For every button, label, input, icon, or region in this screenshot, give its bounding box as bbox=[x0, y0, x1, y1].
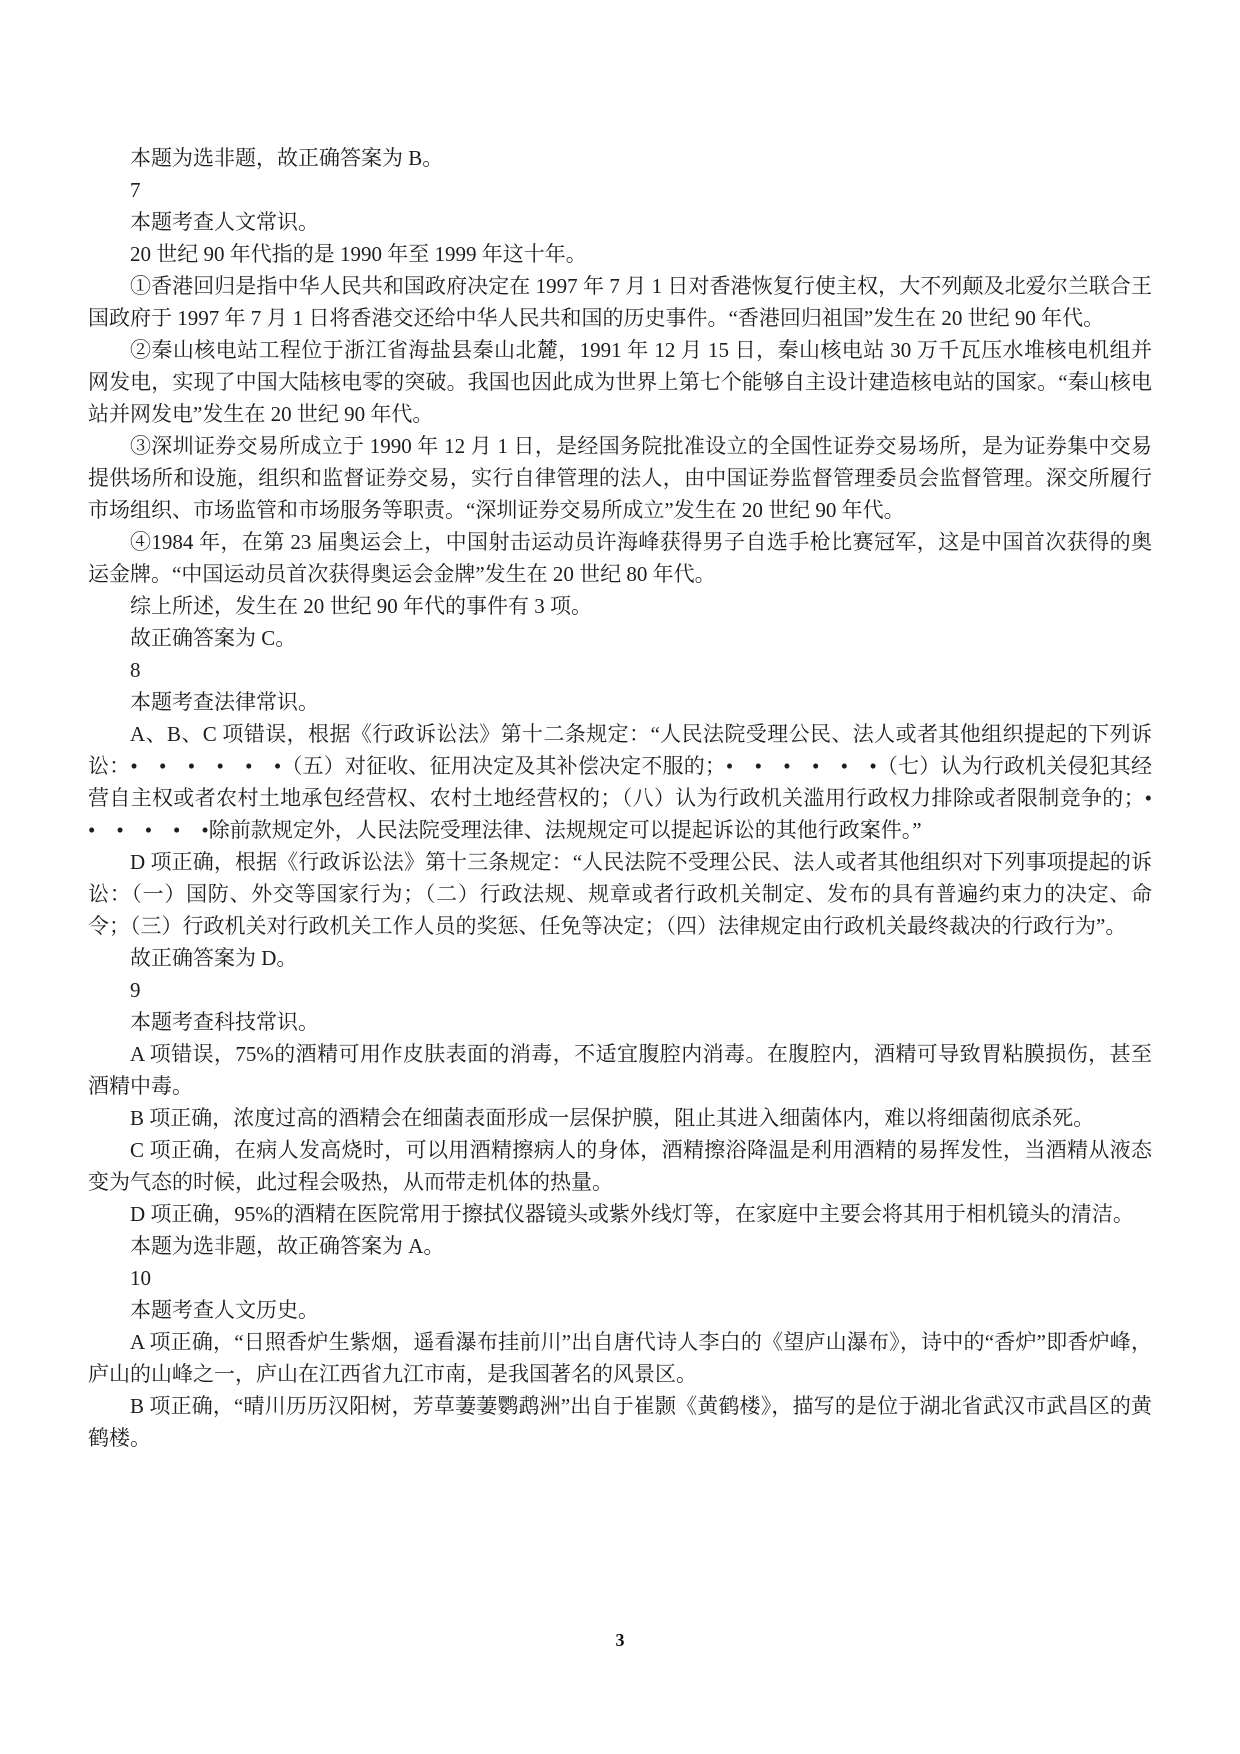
paragraph-item-3: ③深圳证券交易所成立于 1990 年 12 月 1 日，是经国务院批准设立的全国性证券交易场所，是为证券集中交易提供场所和设施，组织和监督证券交易，实行自律管理的法人，由中国证券监督管理委员会监督管理。深交所履行市场组织、市场监管和市场服务等职责。“深圳证券交易所成立”发生在 20 世纪 90 年代。 bbox=[88, 434, 1152, 522]
document-body bbox=[88, 142, 1173, 1454]
paragraph-item-4: ④1984 年，在第 23 届奥运会上，中国射击运动员许海峰获得男子自选手枪比赛冠军，这是中国首次获得的奥运金牌。“中国运动员首次获得奥运会金牌”发生在 20 世纪 80 年代。 bbox=[88, 530, 1152, 586]
question-number-10: 10 bbox=[130, 1266, 151, 1290]
paragraph-item-1: ①香港回归是指中华人民共和国政府决定在 1997 年 7 月 1 日对香港恢复行使主权，大不列颠及北爱尔兰联合王国政府于 1997 年 7 月 1 日将香港交还给中华人民共和国的历史事件。“香港回归祖国”发生在 20 世纪 90 年代。 bbox=[88, 274, 1152, 330]
answer-conclusion-q7: 故正确答案为 C。 bbox=[130, 626, 297, 650]
paragraph-option-d-q8: D 项正确，根据《行政诉讼法》第十三条规定：“人民法院不受理公民、法人或者其他组织对下列事项提起的诉讼：（一）国防、外交等国家行为；（二）行政法规、规章或者行政机关制定、发布的具有普遍约束力的决定、命令；（三）行政机关对行政机关工作人员的奖惩、任免等决定；（四）法律规定由行政机关最终裁决的行政行为”。 bbox=[88, 850, 1152, 938]
paragraph-option-a-q10: A 项正确，“日照香炉生紫烟，遥看瀑布挂前川”出自唐代诗人李白的《望庐山瀑布》，诗中的“香炉”即香炉峰，庐山的山峰之一，庐山在江西省九江市南，是我国著名的风景区。 bbox=[88, 1330, 1152, 1386]
paragraph-option-b-q9: B 项正确，浓度过高的酒精会在细菌表面形成一层保护膜，阻止其进入细菌体内，难以将细菌彻底杀死。 bbox=[130, 1106, 1095, 1130]
page-number: 3 bbox=[615, 1630, 625, 1650]
paragraph: 20 世纪 90 年代指的是 1990 年至 1999 年这十年。 bbox=[130, 242, 587, 266]
paragraph-option-c-q9: C 项正确，在病人发高烧时，可以用酒精擦病人的身体，酒精擦浴降温是利用酒精的易挥发性，当酒精从液态变为气态的时候，此过程会吸热，从而带走机体的热量。 bbox=[88, 1138, 1152, 1194]
paragraph-option-d-q9: D 项正确，95%的酒精在医院常用于擦拭仪器镜头或紫外线灯等，在家庭中主要会将其用于相机镜头的清洁。 bbox=[130, 1202, 1134, 1226]
paragraph-option-b-q10: B 项正确，“晴川历历汉阳树，芳草萋萋鹦鹉洲”出自于崔颢《黄鹤楼》，描写的是位于湖北省武汉市武昌区的黄鹤楼。 bbox=[88, 1394, 1152, 1450]
question-number-8: 8 bbox=[130, 658, 141, 682]
answer-conclusion-q8: 故正确答案为 D。 bbox=[130, 946, 298, 970]
topic-line-q7: 本题考查人文常识。 bbox=[130, 210, 319, 234]
answer-conclusion-q9: 本题为选非题，故正确答案为 A。 bbox=[130, 1234, 445, 1258]
topic-line-q8: 本题考查法律常识。 bbox=[130, 690, 319, 714]
topic-line-q10: 本题考查人文历史。 bbox=[130, 1298, 319, 1322]
answer-conclusion-q6: 本题为选非题，故正确答案为 B。 bbox=[130, 146, 444, 170]
paragraph-item-2: ②秦山核电站工程位于浙江省海盐县秦山北麓，1991 年 12 月 15 日，秦山核电站 30 万千瓦压水堆核电机组并网发电，实现了中国大陆核电零的突破。我国也因此成为世界上第七个能够自主设计建造核电站的国家。“秦山核电站并网发电”发生在 20 世纪 90 年代。 bbox=[88, 338, 1152, 426]
paragraph-summary-q7: 综上所述，发生在 20 世纪 90 年代的事件有 3 项。 bbox=[130, 594, 592, 618]
question-number-9: 9 bbox=[130, 978, 141, 1002]
paragraph-option-abc-q8: A、B、C 项错误，根据《行政诉讼法》第十二条规定：“人民法院受理公民、法人或者其他组织提起的下列诉讼：• • • • • •（五）对征收、征用决定及其补偿决定不服的；• • • • • •（七）认为行政机关侵犯其经营自主权或者农村土地承包经营权、农村土地经营权的；（八）认为行政机关滥用行政权力排除或者限制竞争的；• • • • • •除前款规定外，人民法院受理法律、法规规定可以提起诉讼的其他行政案件。” bbox=[88, 722, 1173, 842]
paragraph-option-a-q9: A 项错误，75%的酒精可用作皮肤表面的消毒，不适宜腹腔内消毒。在腹腔内，酒精可导致胃粘膜损伤，甚至酒精中毒。 bbox=[88, 1042, 1152, 1098]
topic-line-q9: 本题考查科技常识。 bbox=[130, 1010, 319, 1034]
question-number-7: 7 bbox=[130, 178, 141, 202]
